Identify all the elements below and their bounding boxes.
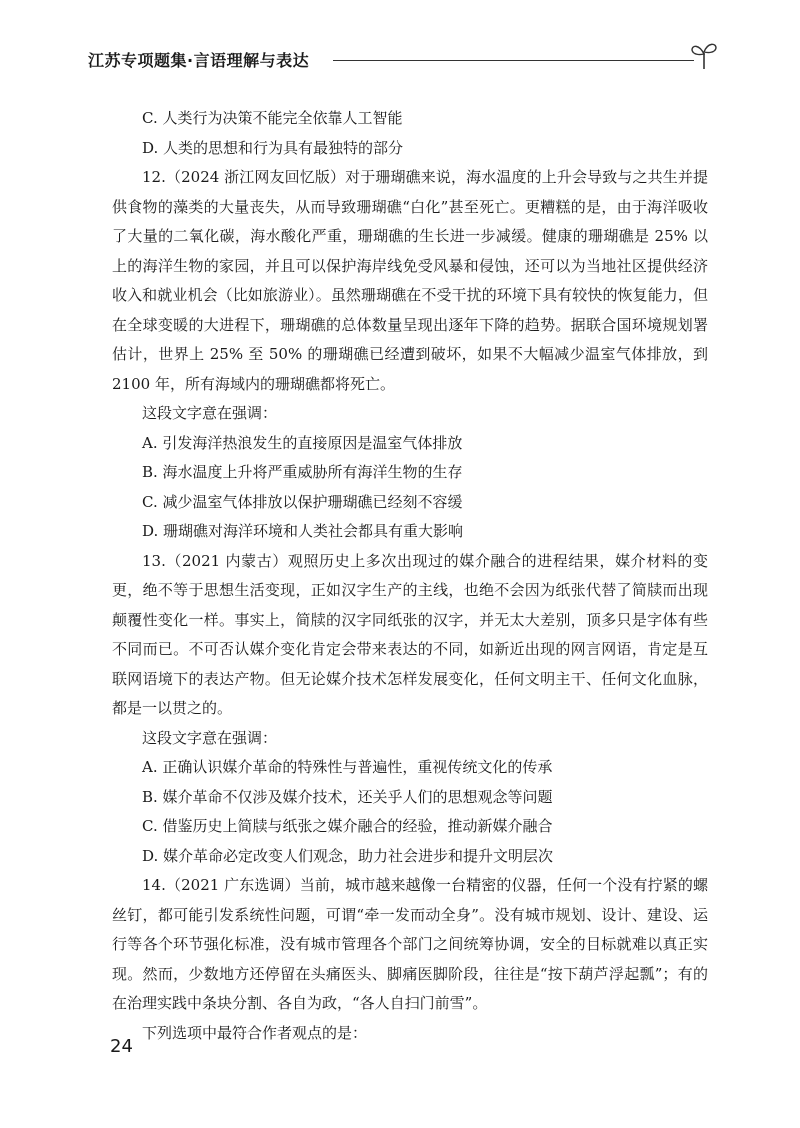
q14-stem: 14.（2021 广东选调）当前，城市越来越像一台精密的仪器，任何一个没有拧紧的螺丝钉，都可能引发系统性问题，可谓“牵一发而动全身”。没有城市规划、设计、建设、运行等各个环节强化标准，没有城市管理各个部门之间统筹协调，安全的目标就难以真正实现。然而，少数地方还停留在头痛医头、脚痛医脚阶段，往往是“按下葫芦浮起瓢”；有的在治理实践中条块分割、各自为政，“各人自扫门前雪”。 — [112, 876, 708, 1012]
header-rule — [333, 60, 694, 61]
q13-option-d: D. 媒介革命必定改变人们观念，助力社会进步和提升文明层次 — [142, 846, 554, 865]
q14-prompt: 下列选项中最符合作者观点的是： — [142, 1023, 368, 1042]
page-number: 24 — [110, 1036, 133, 1057]
q13-stem: 13.（2021 内蒙古）观照历史上多次出现过的媒介融合的进程结果，媒介材料的变更，绝不等于思想生活变现，正如汉字生产的主线，也绝不会因为纸张代替了简牍而出现颠覆性变化一样。事实上，简牍的汉字同纸张的汉字，并无太大差别，顶多只是字体有些不同而已。不可否认媒介变化肯定会带来表达的不同，如新近出现的网言网语，肯定是互联网语境下的表达产物。但无论媒介技术怎样发展变化，任何文明主干、任何文化血脉，都是一以贯之的。 — [112, 551, 708, 717]
header-title: 江苏专项题集·言语理解与表达 — [88, 51, 310, 70]
q13-option-a: A. 正确认识媒介革命的特殊性与普遍性，重视传统文化的传承 — [142, 758, 553, 776]
q12-stem: 12.（2024 浙江网友回忆版）对于珊瑚礁来说，海水温度的上升会导致与之共生并提供食物的藻类的大量丧失，从而导致珊瑚礁“白化”甚至死亡。更糟糕的是，由于海洋吸收了大量的二氧化碳，海水酸化严重，珊瑚礁的生长进一步减缓。健康的珊瑚礁是 25% 以上的海洋生物的家园，并且可以保护海岸线免受风暴和侵蚀，还可以为当地社区提供经济收入和就业机会（比如旅游业）。虽然珊瑚礁在不受干扰的环境下具有较快的恢复能力，但在全球变暖的大进程下，珊瑚礁的总体数量呈现出逐年下降的趋势。据联合国环境规划署估计，世界上 25% 至 50% 的珊瑚礁已经遭到破坏，如果不大幅减少温室气体排放，到 2100 年，所有海域内的珊瑚礁都将死亡。 — [112, 168, 708, 393]
q11-option-c: C. 人类行为决策不能完全依靠人工智能 — [142, 109, 403, 127]
q12-option-c: C. 减少温室气体排放以保护珊瑚礁已经刻不容缓 — [142, 492, 463, 511]
q12-prompt: 这段文字意在强调： — [142, 404, 278, 422]
q12-option-b: B. 海水温度上升将严重威胁所有海洋生物的生存 — [142, 463, 463, 481]
page-content — [112, 104, 708, 1048]
running-header — [88, 40, 718, 74]
q12-option-d: D. 珊瑚礁对海洋环境和人类社会都具有重大影响 — [142, 522, 464, 540]
q13-option-b: B. 媒介革命不仅涉及媒介技术，还关乎人们的思想观念等问题 — [142, 787, 553, 806]
q13-option-c: C. 借鉴历史上简牍与纸张之媒介融合的经验，推动新媒介融合 — [142, 817, 553, 835]
sprout-icon — [690, 40, 718, 70]
q13-prompt: 这段文字意在强调： — [142, 728, 278, 747]
q12-option-a: A. 引发海洋热浪发生的直接原因是温室气体排放 — [142, 433, 463, 452]
q11-option-d: D. 人类的思想和行为具有最独特的部分 — [142, 138, 404, 157]
